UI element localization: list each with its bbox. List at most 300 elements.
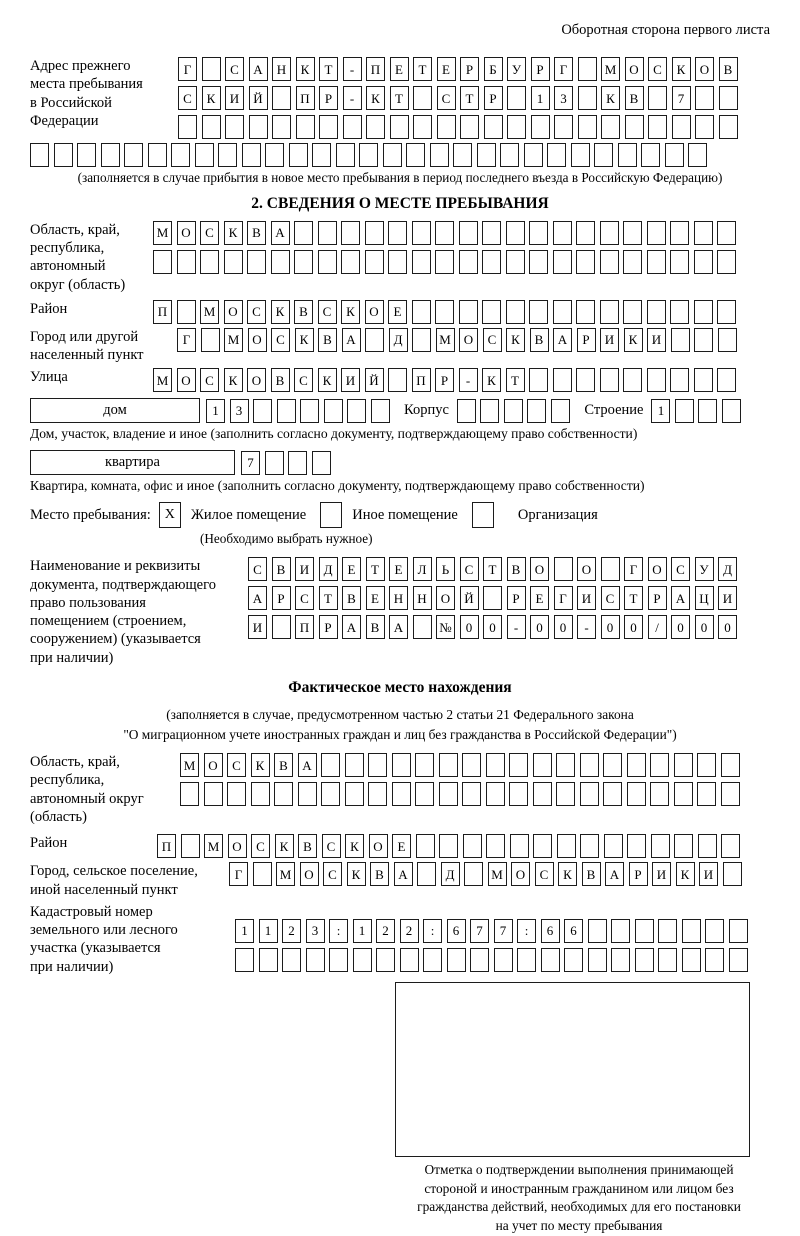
char-cell — [312, 451, 331, 475]
char-cell: В — [271, 368, 290, 392]
char-cell: К — [558, 862, 577, 886]
prev-address-rows — [178, 57, 742, 139]
char-cell — [423, 948, 442, 972]
char-cell — [318, 221, 337, 245]
char-cell: С — [323, 862, 342, 886]
char-cell: С — [247, 300, 266, 324]
char-cell — [153, 250, 172, 274]
char-cell: К — [224, 368, 243, 392]
char-cell: В — [272, 557, 291, 581]
label-line: стороной и иностранным гражданином или лицом без — [424, 1180, 734, 1196]
label-line: населенный пункт — [30, 347, 144, 364]
prev-address-row-4[interactable] — [30, 143, 770, 167]
char-cell: С — [251, 834, 270, 858]
label-line: Кадастровый номер — [30, 903, 153, 920]
char-cell — [694, 221, 713, 245]
char-cell: С — [483, 328, 502, 352]
char-cell — [265, 143, 284, 167]
char-cell — [553, 221, 572, 245]
char-cell — [694, 328, 713, 352]
prev-address-note: (заполняется в случае прибытия в новое место пребывания в период последнего въезда в Российскую Федерацию) — [77, 170, 723, 185]
char-cell — [181, 834, 200, 858]
char-cell: И — [718, 586, 737, 610]
checkbox-other-premises[interactable] — [320, 502, 342, 528]
char-cell — [294, 250, 313, 274]
char-cell: А — [389, 615, 408, 639]
char-cell — [576, 300, 595, 324]
char-cell — [524, 143, 543, 167]
char-cell: У — [695, 557, 714, 581]
char-cell: 2 — [282, 919, 301, 943]
label-line: Отметка о подтверждении выполнения принимающей — [424, 1161, 734, 1177]
label-line: в Российской — [30, 94, 112, 111]
char-cell — [477, 143, 496, 167]
char-cell — [588, 948, 607, 972]
char-cell: Г — [229, 862, 248, 886]
char-cell — [253, 862, 272, 886]
char-cell: А — [298, 753, 317, 777]
char-cell — [564, 948, 583, 972]
char-cell — [392, 782, 411, 806]
char-cell — [306, 948, 325, 972]
char-cell — [343, 115, 362, 139]
region2-block — [30, 753, 770, 826]
label-line: помещением (строением, — [30, 613, 187, 630]
char-cell: А — [342, 328, 361, 352]
char-cell: В — [274, 753, 293, 777]
char-cell: И — [647, 328, 666, 352]
char-cell: - — [459, 368, 478, 392]
char-cell — [506, 221, 525, 245]
char-cell: К — [275, 834, 294, 858]
prev-address-row-2[interactable] — [178, 86, 742, 110]
char-cell: С — [200, 368, 219, 392]
document-row-3[interactable] — [248, 615, 742, 639]
stroenie-label: Строение — [584, 402, 644, 419]
char-cell: Р — [507, 586, 526, 610]
char-cell — [556, 782, 575, 806]
char-cell — [202, 115, 221, 139]
char-cell: В — [582, 862, 601, 886]
korpus-cells[interactable] — [457, 399, 575, 423]
char-cell — [627, 782, 646, 806]
char-cell: Р — [272, 586, 291, 610]
char-cell: М — [200, 300, 219, 324]
street-block — [30, 368, 770, 392]
char-cell — [235, 948, 254, 972]
char-cell: С — [178, 86, 197, 110]
char-cell — [576, 368, 595, 392]
char-cell — [600, 221, 619, 245]
char-cell — [625, 115, 644, 139]
char-cell: П — [157, 834, 176, 858]
char-cell — [368, 782, 387, 806]
char-cell: Т — [624, 586, 643, 610]
label-line: иной населенный пункт — [30, 881, 178, 898]
char-cell — [504, 399, 523, 423]
char-cell — [494, 948, 513, 972]
char-cell — [578, 115, 597, 139]
char-cell — [202, 57, 221, 81]
char-cell — [336, 143, 355, 167]
char-cell — [571, 143, 590, 167]
stroenie-cells[interactable] — [651, 399, 745, 423]
char-cell: 7 — [672, 86, 691, 110]
char-cell: Т — [366, 557, 385, 581]
stay-type-row — [30, 502, 770, 528]
cadastral-row-2[interactable] — [235, 948, 752, 972]
char-cell — [435, 221, 454, 245]
region2-row-1[interactable] — [180, 753, 744, 777]
char-cell — [580, 753, 599, 777]
district-row[interactable] — [153, 300, 741, 324]
char-cell — [415, 782, 434, 806]
char-cell: К — [347, 862, 366, 886]
char-cell: К — [601, 86, 620, 110]
char-cell: 2 — [400, 919, 419, 943]
char-cell: К — [624, 328, 643, 352]
char-cell: М — [276, 862, 295, 886]
char-cell — [274, 782, 293, 806]
char-cell — [288, 451, 307, 475]
district2-block — [30, 834, 770, 858]
char-cell — [551, 399, 570, 423]
char-cell — [482, 221, 501, 245]
char-cell: А — [342, 615, 361, 639]
char-cell — [507, 86, 526, 110]
char-cell: Е — [530, 586, 549, 610]
char-cell: - — [507, 615, 526, 639]
char-cell: Е — [342, 557, 361, 581]
char-cell: К — [366, 86, 385, 110]
char-cell: Е — [437, 57, 456, 81]
char-cell — [650, 753, 669, 777]
char-cell — [533, 782, 552, 806]
char-cell: 0 — [554, 615, 573, 639]
char-cell — [413, 86, 432, 110]
char-cell — [553, 300, 572, 324]
char-cell: / — [648, 615, 667, 639]
cadastral-row-1[interactable] — [235, 919, 752, 943]
char-cell: Т — [460, 86, 479, 110]
char-cell — [527, 399, 546, 423]
char-cell — [486, 782, 505, 806]
char-cell: Л — [413, 557, 432, 581]
char-cell — [604, 834, 623, 858]
char-cell: В — [247, 221, 266, 245]
char-cell: К — [482, 368, 501, 392]
char-cell: - — [343, 86, 362, 110]
char-cell: О — [177, 221, 196, 245]
char-cell — [289, 143, 308, 167]
char-cell: К — [202, 86, 221, 110]
char-cell: А — [671, 586, 690, 610]
label-line: при наличии) — [30, 958, 114, 975]
char-cell — [719, 115, 738, 139]
char-cell: С — [322, 834, 341, 858]
char-cell: Е — [388, 300, 407, 324]
district-label: Район — [30, 300, 68, 317]
region2-label — [30, 753, 180, 826]
char-cell: И — [341, 368, 360, 392]
char-cell: К — [345, 834, 364, 858]
char-cell — [509, 782, 528, 806]
char-cell — [318, 250, 337, 274]
char-cell: С — [535, 862, 554, 886]
label-line: Область, край, — [30, 754, 120, 771]
char-cell: Й — [249, 86, 268, 110]
char-cell: В — [318, 328, 337, 352]
region-row-1[interactable] — [153, 221, 741, 245]
char-cell — [718, 328, 737, 352]
cadastral-rows — [235, 919, 752, 972]
char-cell — [717, 300, 736, 324]
char-cell: А — [394, 862, 413, 886]
char-cell: И — [652, 862, 671, 886]
char-cell: Р — [319, 615, 338, 639]
char-cell — [124, 143, 143, 167]
char-cell — [462, 782, 481, 806]
char-cell: Й — [365, 368, 384, 392]
char-cell: О — [530, 557, 549, 581]
char-cell — [717, 250, 736, 274]
char-cell: О — [459, 328, 478, 352]
house-row — [30, 398, 770, 423]
stay-type-label: Место пребывания: — [30, 506, 151, 523]
char-cell: - — [343, 57, 362, 81]
char-cell: 7 — [470, 919, 489, 943]
char-cell: 0 — [530, 615, 549, 639]
char-cell: О — [365, 300, 384, 324]
char-cell — [453, 143, 472, 167]
region-rows — [153, 221, 741, 274]
char-cell — [554, 557, 573, 581]
char-cell: Е — [390, 57, 409, 81]
label-line: Область, край, — [30, 221, 120, 238]
region-row-2[interactable] — [153, 250, 741, 274]
document-row-1[interactable] — [248, 557, 742, 581]
apartment-cells[interactable] — [241, 451, 335, 475]
apartment-box[interactable]: квартира — [30, 450, 235, 475]
char-cell: С — [271, 328, 290, 352]
label-line: право пользования — [30, 594, 146, 611]
char-cell: О — [436, 586, 455, 610]
char-cell: О — [300, 862, 319, 886]
char-cell — [225, 115, 244, 139]
street-row[interactable] — [153, 368, 741, 392]
corner-note: Оборотная сторона первого листа — [561, 22, 770, 38]
char-cell: М — [436, 328, 455, 352]
char-cell — [531, 115, 550, 139]
char-cell — [483, 586, 502, 610]
char-cell: А — [271, 221, 290, 245]
region-label — [30, 221, 153, 294]
char-cell: И — [295, 557, 314, 581]
char-cell: К — [251, 753, 270, 777]
char-cell — [460, 115, 479, 139]
district2-row[interactable] — [157, 834, 745, 858]
char-cell — [459, 300, 478, 324]
region-block — [30, 221, 770, 294]
char-cell — [251, 782, 270, 806]
char-cell: Р — [629, 862, 648, 886]
char-cell — [439, 782, 458, 806]
char-cell: О — [625, 57, 644, 81]
char-cell — [723, 862, 742, 886]
label-line: Адрес прежнего — [30, 58, 131, 74]
char-cell — [721, 753, 740, 777]
region2-row-2[interactable] — [180, 782, 744, 806]
char-cell: 0 — [624, 615, 643, 639]
char-cell — [650, 782, 669, 806]
checkbox-residential[interactable]: X — [159, 502, 181, 528]
char-cell: И — [225, 86, 244, 110]
char-cell — [413, 115, 432, 139]
char-cell: Т — [506, 368, 525, 392]
prev-address-row-3[interactable] — [178, 115, 742, 139]
char-cell: Г — [624, 557, 643, 581]
char-cell: Р — [460, 57, 479, 81]
char-cell — [247, 250, 266, 274]
char-cell — [259, 948, 278, 972]
char-cell — [670, 221, 689, 245]
char-cell — [721, 782, 740, 806]
char-cell — [623, 250, 642, 274]
char-cell — [439, 753, 458, 777]
char-cell — [388, 221, 407, 245]
char-cell: А — [249, 57, 268, 81]
checkbox-organization[interactable] — [472, 502, 494, 528]
char-cell — [482, 300, 501, 324]
char-cell: 3 — [306, 919, 325, 943]
city-row[interactable] — [177, 328, 741, 352]
char-cell: Т — [413, 57, 432, 81]
prev-address-row-1[interactable] — [178, 57, 742, 81]
char-cell — [464, 862, 483, 886]
char-cell: М — [153, 368, 172, 392]
char-cell: К — [296, 57, 315, 81]
city2-row[interactable] — [229, 862, 746, 886]
char-cell — [272, 115, 291, 139]
char-cell: Н — [413, 586, 432, 610]
char-cell — [249, 115, 268, 139]
char-cell — [390, 115, 409, 139]
char-cell: Н — [272, 57, 291, 81]
char-cell: С — [460, 557, 479, 581]
char-cell: А — [553, 328, 572, 352]
char-cell: Ь — [436, 557, 455, 581]
char-cell — [588, 919, 607, 943]
char-cell: О — [228, 834, 247, 858]
char-cell — [413, 615, 432, 639]
char-cell — [271, 250, 290, 274]
char-cell: Т — [483, 557, 502, 581]
char-cell: 6 — [541, 919, 560, 943]
char-cell — [459, 250, 478, 274]
char-cell: 6 — [447, 919, 466, 943]
char-cell: Б — [484, 57, 503, 81]
char-cell: 2 — [376, 919, 395, 943]
char-cell — [641, 143, 660, 167]
char-cell: Д — [718, 557, 737, 581]
char-cell: : — [329, 919, 348, 943]
char-cell: О — [247, 368, 266, 392]
prev-address-block — [30, 57, 770, 139]
char-cell — [218, 143, 237, 167]
char-cell: Т — [390, 86, 409, 110]
char-cell — [300, 399, 319, 423]
char-cell — [506, 250, 525, 274]
char-cell: Г — [554, 57, 573, 81]
street-label: Улица — [30, 369, 68, 386]
char-cell: 7 — [241, 451, 260, 475]
char-cell — [698, 834, 717, 858]
char-cell: 0 — [601, 615, 620, 639]
char-cell — [506, 300, 525, 324]
char-cell — [312, 143, 331, 167]
stamp-note — [383, 1161, 775, 1236]
char-cell: В — [370, 862, 389, 886]
char-cell: 0 — [718, 615, 737, 639]
char-cell — [697, 753, 716, 777]
label-line: сооружением) (указывается — [30, 631, 201, 648]
char-cell — [698, 399, 717, 423]
label-line: округ (область) — [30, 276, 126, 293]
char-cell — [578, 86, 597, 110]
char-cell — [417, 862, 436, 886]
char-cell: № — [436, 615, 455, 639]
char-cell — [635, 948, 654, 972]
char-cell — [695, 86, 714, 110]
char-cell — [321, 782, 340, 806]
char-cell: У — [507, 57, 526, 81]
char-cell — [672, 115, 691, 139]
char-cell — [694, 368, 713, 392]
char-cell — [345, 782, 364, 806]
char-cell — [435, 250, 454, 274]
char-cell: - — [577, 615, 596, 639]
char-cell — [627, 753, 646, 777]
char-cell — [647, 250, 666, 274]
char-cell: И — [577, 586, 596, 610]
korpus-label: Корпус — [404, 402, 449, 419]
char-cell — [416, 834, 435, 858]
section2-title: 2. СВЕДЕНИЯ О МЕСТЕ ПРЕБЫВАНИЯ — [251, 194, 549, 212]
option-residential-label: Жилое помещение — [190, 506, 307, 523]
house-cells[interactable] — [206, 399, 394, 423]
char-cell — [294, 221, 313, 245]
char-cell — [611, 948, 630, 972]
char-cell: И — [248, 615, 267, 639]
house-box[interactable]: дом — [30, 398, 200, 423]
char-cell: С — [227, 753, 246, 777]
char-cell: 0 — [695, 615, 714, 639]
char-cell — [510, 834, 529, 858]
char-cell: И — [699, 862, 718, 886]
char-cell — [576, 250, 595, 274]
char-cell — [600, 300, 619, 324]
char-cell — [623, 300, 642, 324]
city-label — [30, 328, 153, 365]
char-cell — [541, 948, 560, 972]
char-cell — [529, 250, 548, 274]
char-cell: 1 — [235, 919, 254, 943]
document-row-2[interactable] — [248, 586, 742, 610]
char-cell — [729, 948, 748, 972]
char-cell: 0 — [483, 615, 502, 639]
char-cell: Д — [389, 328, 408, 352]
char-cell — [580, 782, 599, 806]
